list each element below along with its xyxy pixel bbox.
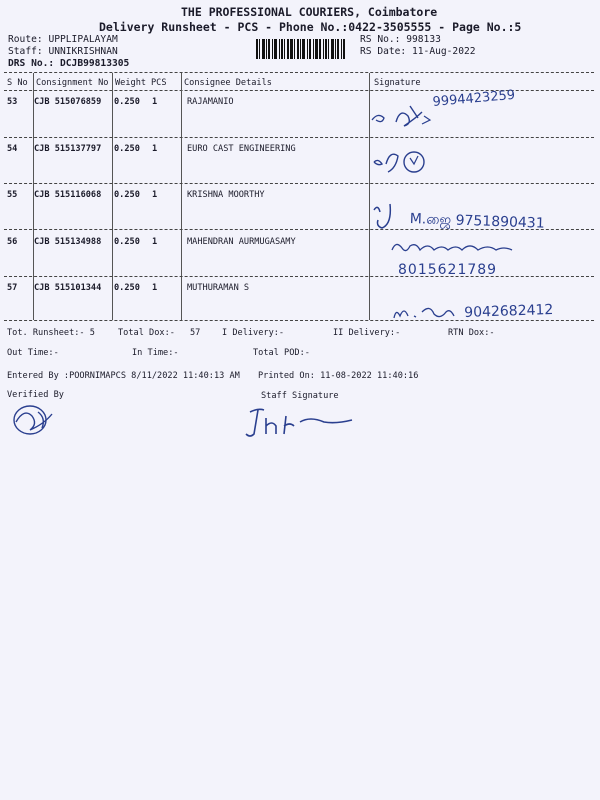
signature-phone: M.ஜை 9751890431: [409, 211, 545, 232]
table-row-consignment: CJB 515101344: [34, 283, 102, 293]
row-divider: [4, 183, 594, 184]
table-row-consignee: RAJAMANIO: [187, 97, 234, 107]
table-row-sno: 55: [7, 190, 18, 200]
table-row-pcs: 1: [152, 144, 158, 154]
col-header-pcs: PCS: [151, 78, 167, 88]
route-row: [8, 34, 118, 45]
column-divider: [112, 73, 113, 320]
table-row-consignee: KRISHNA MOORTHY: [187, 190, 265, 200]
table-row-sno: 54: [7, 144, 18, 154]
runsheet-title: Delivery Runsheet - PCS - Phone No.:0422-3505555 - Page No.:5: [99, 20, 522, 34]
table-row-sno: 56: [7, 237, 18, 247]
table-row-pcs: 1: [152, 97, 158, 107]
table-row-weight: 0.250: [114, 97, 140, 107]
table-row-sno: 53: [7, 97, 18, 107]
signature-phone: 9994423259: [432, 87, 516, 110]
rs-no-row: [360, 34, 441, 45]
staff-row: [8, 46, 118, 57]
entered-by: Entered By :POORNIMAPCS 8/11/2022 11:40:13 AM: [7, 371, 240, 381]
total-dox-value: 57: [190, 328, 201, 338]
i-delivery-label: I Delivery:-: [222, 328, 285, 338]
verifier-signature: [8, 402, 60, 438]
ii-delivery-label: II Delivery:-: [333, 328, 401, 338]
row-divider: [4, 276, 594, 277]
divider: [4, 320, 594, 321]
handwritten-signature: [370, 142, 440, 182]
column-divider: [181, 73, 182, 320]
rtn-dox-label: RTN Dox:-: [448, 328, 495, 338]
rs-date-value: 11-Aug-2022: [412, 46, 476, 57]
printed-on: Printed On: 11-08-2022 11:40:16: [258, 371, 419, 381]
route-label: Route:: [8, 34, 43, 45]
table-row-consignment: CJB 515116068: [34, 190, 102, 200]
table-row-consignee: MAHENDRAN AURMUGASAMY: [187, 237, 296, 247]
company-title: THE PROFESSIONAL COURIERS, Coimbatore: [181, 5, 438, 19]
out-time-label: Out Time:-: [7, 348, 59, 358]
drs-label: DRS No.:: [8, 58, 55, 69]
handwritten-signature: [368, 200, 414, 234]
drs-value: DCJB99813305: [60, 58, 130, 69]
table-row-weight: 0.250: [114, 144, 140, 154]
table-row-consignee: EURO CAST ENGINEERING: [187, 144, 296, 154]
table-row-weight: 0.250: [114, 190, 140, 200]
staff-label: Staff:: [8, 46, 43, 57]
handwritten-signature: [388, 236, 528, 258]
handwritten-signature: [390, 300, 466, 328]
total-dox-label: Total Dox:-: [118, 328, 175, 338]
table-row-weight: 0.250: [114, 283, 140, 293]
table-row-pcs: 1: [152, 190, 158, 200]
table-row-pcs: 1: [152, 237, 158, 247]
table-row-consignment: CJB 515134988: [34, 237, 102, 247]
staff-signature-label: Staff Signature: [261, 391, 339, 401]
col-header-consignee: Consignee Details: [184, 78, 272, 88]
col-header-consignment: Consignment No: [36, 78, 109, 88]
signature-phone: 8015621789: [398, 262, 498, 278]
tot-runsheet: Tot. Runsheet:- 5: [7, 328, 95, 338]
barcode: [256, 39, 356, 59]
table-row-consignee: MUTHURAMAN S: [187, 283, 250, 293]
table-row-sno: 57: [7, 283, 18, 293]
staff-value: UNNIKRISHNAN: [48, 46, 118, 57]
drs-row: [8, 58, 129, 69]
col-header-sno: S No: [7, 78, 28, 88]
staff-signature: [244, 404, 364, 444]
table-row-consignment: CJB 515076859: [34, 97, 102, 107]
table-row-weight: 0.250: [114, 237, 140, 247]
divider: [4, 72, 594, 73]
col-header-weight: Weight: [115, 78, 147, 88]
verified-by-label: Verified By: [7, 390, 64, 400]
col-header-signature: Signature: [374, 78, 421, 88]
rs-no-label: RS No.:: [360, 34, 401, 45]
rs-no-value: 998133: [406, 34, 441, 45]
signature-phone: 9042682412: [464, 301, 554, 321]
route-value: UPPLIPALAYAM: [48, 34, 118, 45]
rs-date-row: [360, 46, 476, 57]
in-time-label: In Time:-: [132, 348, 179, 358]
table-row-pcs: 1: [152, 283, 158, 293]
total-pod-label: Total POD:-: [253, 348, 310, 358]
rs-date-label: RS Date:: [360, 46, 407, 57]
table-row-consignment: CJB 515137797: [34, 144, 102, 154]
